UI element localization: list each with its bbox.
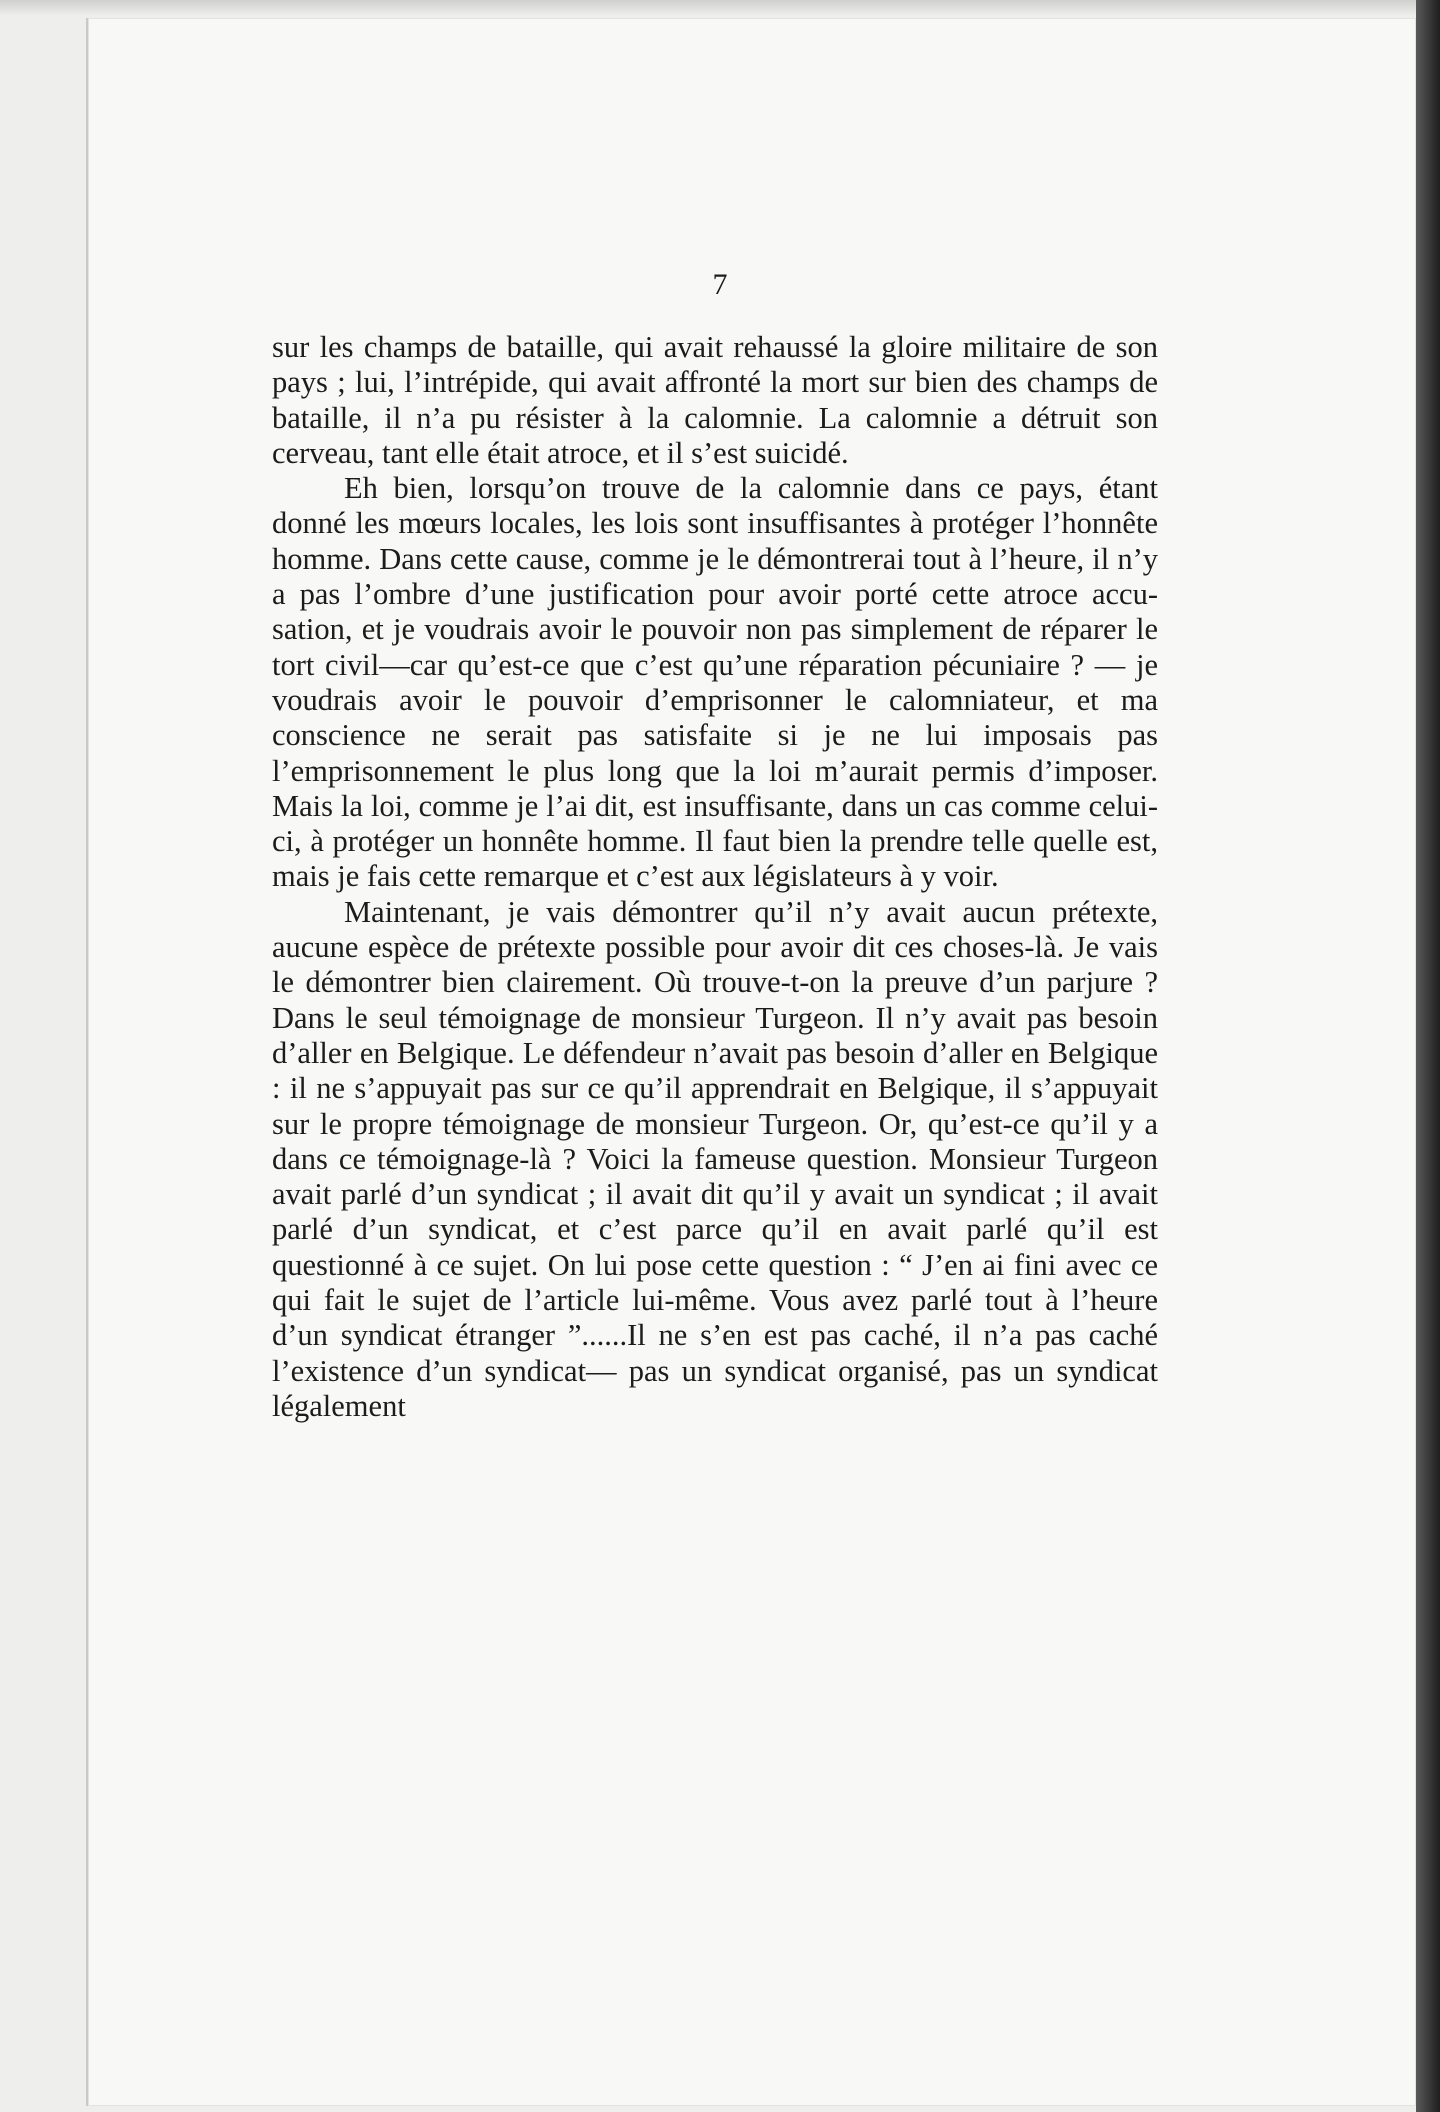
page-number: 7 (712, 268, 728, 301)
page-top-edge (0, 0, 1440, 16)
paragraph-1: sur les champs de bataille, qui avait rehaussé la gloire militaire de son pays ; lui, l’intrépide, qui avait affronté la mort sur bien des champs de bataille, il n’a pu résister à la calomnie. La calomnie a détruit son cerveau, tant elle était atroce, et il s’est suicidé. (272, 330, 1158, 470)
body-text (272, 330, 1158, 1424)
paragraph-2: Eh bien, lorsqu’on trouve de la calomnie dans ce pays, étant donné les mœurs locales, les lois sont insuffisantes à protéger l’honnête homme. Dans cette cause, comme je le démontrerai tout à l’heure, il n’y a pas l’ombre d’une justification pour avoir porté cette atroce accusation, et je voudrais avoir le pouvoir non pas simplement de réparer le tort civil—car qu’est-ce que c’est qu’une réparation pécuniaire ? — je voudrais avoir le pouvoir d’emprisonner le calomniateur, et ma conscience ne serait pas satisfaite si je ne lui imposais pas l’emprisonnement le plus long que la loi m’aurait permis d’imposer. Mais la loi, comme je l’ai dit, est insuffisante, dans un cas comme celui-ci, à protéger un honnête homme. Il faut bien la prendre telle quelle est, mais je fais cette remarque et c’est aux législateurs à y voir. (272, 471, 1158, 894)
paragraph-3: Maintenant, je vais démontrer qu’il n’y avait aucun prétexte, aucune espèce de prétexte possible pour avoir dit ces choses-là. Je vais le démontrer bien clairement. Où trouve-t-on la preuve d’un parjure ? Dans le seul témoignage de monsieur Turgeon. Il n’y avait pas besoin d’aller en Belgique. Le défendeur n’avait pas besoin d’aller en Belgique : il ne s’appuyait pas sur ce qu’il apprendrait en Belgique, il s’appuyait sur le propre témoignage de monsieur Turgeon. Or, qu’est-ce qu’il y a dans ce témoignage-là ? Voici la fameuse question. Monsieur Turgeon avait parlé d’un syndicat ; il avait dit qu’il y avait un syndicat ; il avait parlé d’un syndicat, et c’est parce qu’il en avait parlé qu’il est questionné à ce sujet. On lui pose cette question : “ J’en ai fini avec ce qui fait le sujet de l’article lui-même. Vous avez parlé tout à l’heure d’un syndicat étranger ”......Il ne s’en est pas caché, il n’a pas caché l’existence d’un syndicat— pas un syndicat organisé, pas un syndicat légalement (272, 894, 1158, 1423)
page-right-edge (1416, 0, 1440, 2112)
